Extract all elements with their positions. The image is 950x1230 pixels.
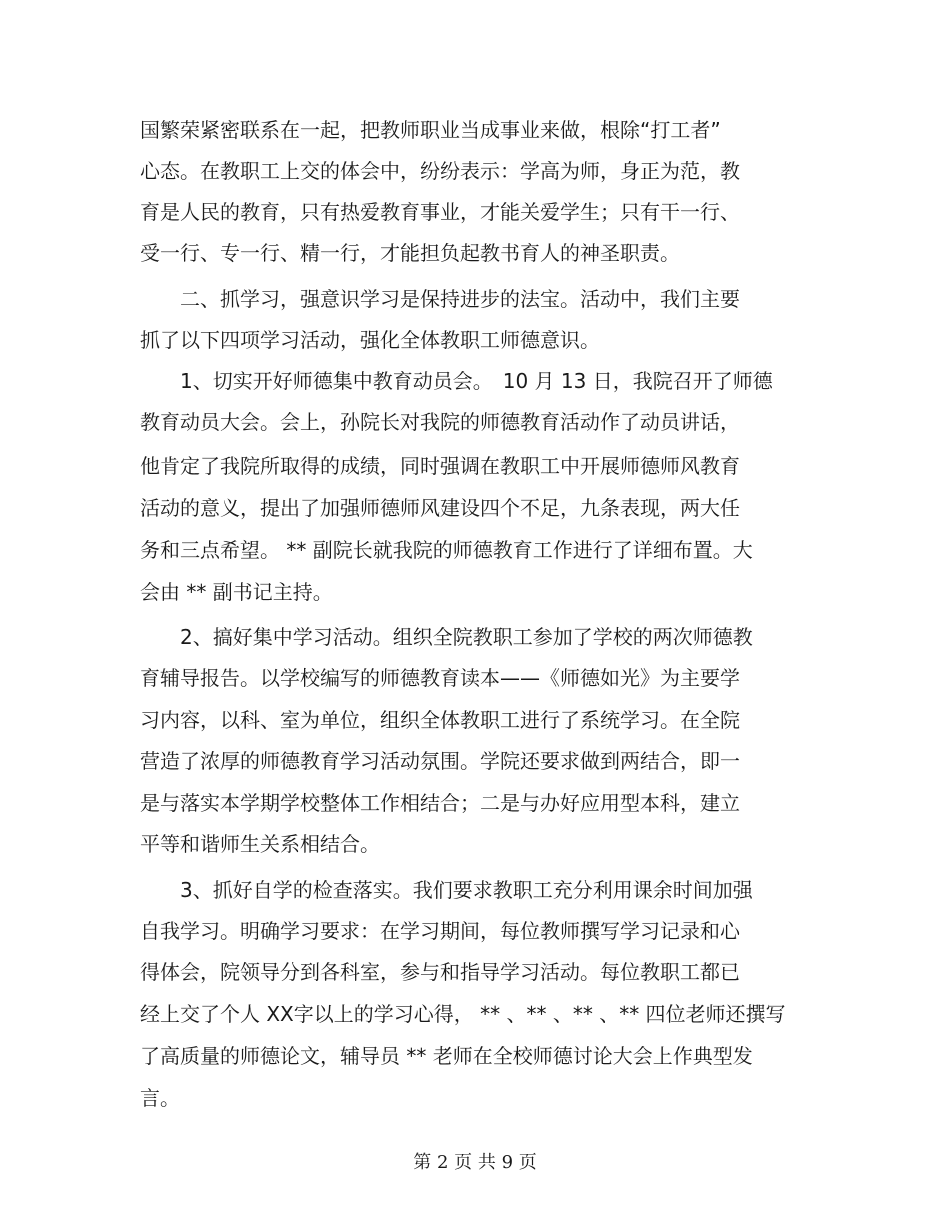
text-line: 育辅导报告。以学校编写的师德教育读本——《师德如光》为主要学 [140,666,740,690]
text-line: 抓了以下四项学习活动，强化全体教职工师德意识。 [140,328,600,352]
text-line: 言。 [140,1086,180,1110]
text-line: 受一行、专一行、精一行，才能担负起教书育人的神圣职责。 [140,241,680,265]
text-line: 会由 ** 副书记主持。 [140,580,333,604]
text-line: 营造了浓厚的师德教育学习活动氛围。学院还要求做到两结合，即一 [140,749,740,773]
text-line: 经上交了个人 XX字以上的学习心得， ** 、** 、** 、** 四位老师还撰写 [140,1002,786,1026]
text-line: 2、搞好集中学习活动。组织全院教职工参加了学校的两次师德教 [140,625,753,649]
text-line: 自我学习。明确学习要求：在学习期间，每位教师撰写学习记录和心 [140,919,740,943]
text-line: 得体会，院领导分到各科室，参与和指导学习活动。每位教职工都已 [140,960,740,984]
text-line: 育是人民的教育，只有热爱教育事业，才能关爱学生；只有干一行、 [140,200,740,224]
text-line: 是与落实本学期学校整体工作相结合；二是与办好应用型本科，建立 [140,791,740,815]
text-line: 他肯定了我院所取得的成绩，同时强调在教职工中开展师德师风教育 [140,454,740,478]
text-line: 活动的意义，提出了加强师德师风建设四个不足，九条表现，两大任 [140,496,740,520]
text-line: 二、抓学习，强意识学习是保持进步的法宝。活动中，我们主要 [140,287,740,311]
text-line: 教育动员大会。会上，孙院长对我院的师德教育活动作了动员讲话， [140,410,740,434]
text-line: 务和三点希望。 ** 副院长就我院的师德教育工作进行了详细布置。大 [140,538,753,562]
text-line: 3、抓好自学的检查落实。我们要求教职工充分利用课余时间加强 [140,878,753,902]
text-line: 平等和谐师生关系相结合。 [140,832,380,856]
text-line: 了高质量的师德论文，辅导员 ** 老师在全校师德讨论大会上作典型发 [140,1044,753,1068]
text-line: 习内容，以科、室为单位，组织全体教职工进行了系统学习。在全院 [140,708,740,732]
text-line: 1、切实开好师德集中教育动员会。 10 月 13 日，我院召开了师德 [140,369,773,393]
text-line: 心态。在教职工上交的体会中，纷纷表示：学高为师，身正为范，教 [140,159,740,183]
text-line: 国繁荣紧密联系在一起，把教师职业当成事业来做，根除“打工者” [140,118,721,142]
page-number-footer: 第 2 页 共 9 页 [413,1152,537,1173]
